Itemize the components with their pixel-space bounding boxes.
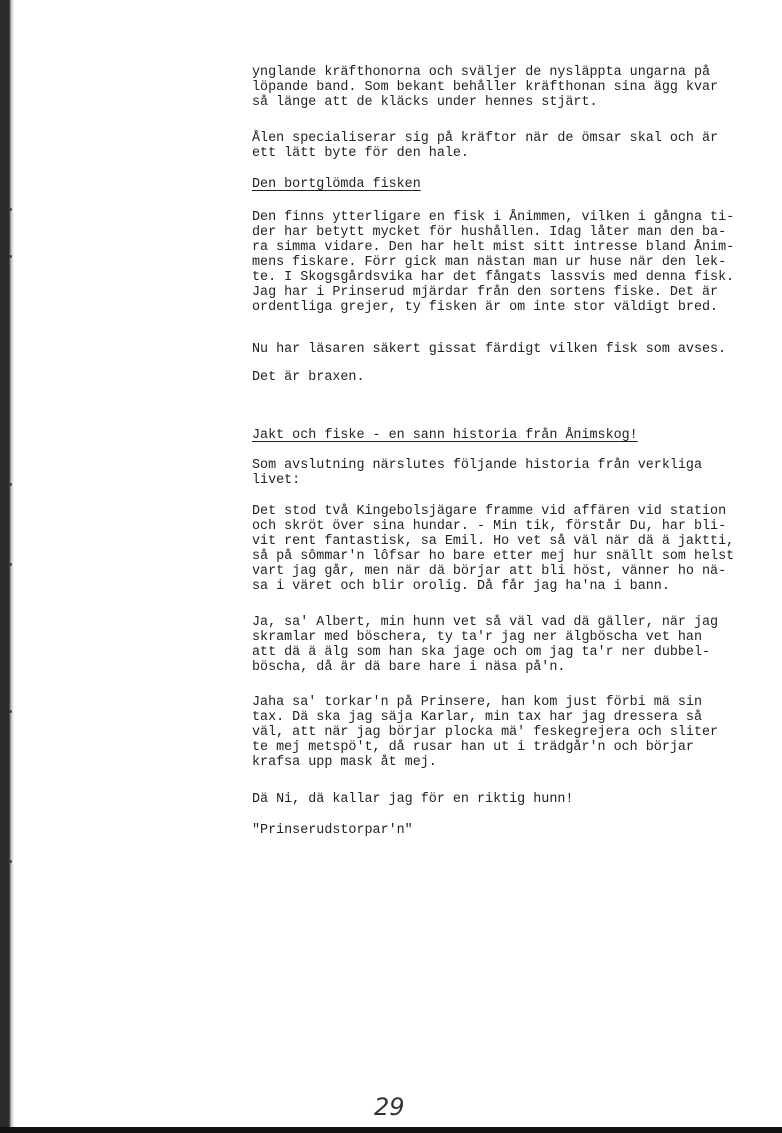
paragraph-riktig-hunn: Dä Ni, dä kallar jag för en riktig hunn!: [252, 792, 574, 807]
margin-dot: [9, 483, 12, 486]
margin-dot: [9, 563, 12, 566]
text-line: ett lätt byte för den hale.: [252, 146, 469, 161]
signature: "Prinserudstorpar'n": [252, 823, 413, 838]
text-line: så på sômmar'n lôfsar ho bare etter mej hur snällt som helst: [252, 549, 735, 564]
text-line: så länge att de kläcks under hennes stjärt.: [252, 95, 598, 110]
paragraph-alen: [252, 131, 772, 161]
scan-bottom-edge: [0, 1127, 782, 1133]
text-line: Jaha sa' torkar'n på Prinsere, han kom just förbi mä sin: [252, 695, 702, 710]
margin-dot: [9, 860, 12, 863]
text-line: Ja, sa' Albert, min hunn vet så väl vad dä gäller, när jag: [252, 615, 719, 630]
text-line: Det stod två Kingebolsjägare framme vid affären vid station: [252, 504, 727, 519]
text-line: ra simma vidare. Den har helt mist sitt intresse bland Ånim-: [252, 240, 735, 255]
text-line: och skröt över sina hundar. - Min tik, förstår Du, har bli-: [252, 519, 727, 534]
margin-dot: [9, 255, 12, 258]
text-line: te mej metspö't, då rusar han ut i trädgår'n och börjar: [252, 740, 694, 755]
text-line: ynglande kräfthonorna och sväljer de nysläppta ungarna på: [252, 65, 711, 80]
text-line: tax. Dä ska jag säja Karlar, min tax har jag dressera så: [252, 710, 702, 725]
scan-left-edge: [0, 0, 14, 1133]
text-line: sa i väret och blir orolig. Då får jag ha'na i bann.: [252, 579, 670, 594]
text-line: Som avslutning närslutes följande historia från verkliga: [252, 458, 702, 473]
text-line: Den finns ytterligare en fisk i Ånimmen, vilken i gångna ti-: [252, 210, 735, 225]
text-line: krafsa upp mask åt mej.: [252, 755, 437, 770]
section-heading-bortglomda: Den bortglömda fisken: [252, 177, 421, 192]
paragraph-torkarn: [252, 695, 772, 770]
paragraph-den-finns: [252, 210, 772, 315]
paragraph-nu-har: Nu har läsaren säkert gissat färdigt vilken fisk som avses.: [252, 342, 727, 357]
paragraph-kraftor: [252, 65, 772, 110]
text-line: vart jag går, men när dä börjar att bli höst, vänner ho nä-: [252, 564, 727, 579]
text-line: livet:: [252, 473, 301, 488]
text-line: böscha, då är dä bare hare i näsa på'n.: [252, 660, 566, 675]
text-line: Ålen specialiserar sig på kräftor när de ömsar skal och är: [252, 131, 719, 146]
section-heading-jakt-och-fiske: Jakt och fiske - en sann historia från Ånimskog!: [252, 428, 638, 443]
page-number: 29: [374, 1093, 405, 1121]
text-line: väl, att när jag börjar plocka mä' feskegrejera och sliter: [252, 725, 719, 740]
paragraph-kingebolsjagare: [252, 504, 772, 594]
text-line: att dä ä älg som han ska jage och om jag ta'r ner dubbel-: [252, 645, 711, 660]
margin-dot: [9, 710, 12, 713]
text-line: Jag har i Prinserud mjärdar från den sortens fiske. Det är: [252, 285, 719, 300]
text-line: mens fiskare. Förr gick man nästan man ur huse när den lek-: [252, 255, 727, 270]
paragraph-avslutning: [252, 458, 772, 488]
paragraph-braxen: Det är braxen.: [252, 370, 365, 385]
text-line: der har betytt mycket för hushållen. Idag låter man den ba-: [252, 225, 727, 240]
text-line: ordentliga grejer, ty fisken är om inte stor väldigt bred.: [252, 300, 719, 315]
paragraph-albert: [252, 615, 772, 675]
text-line: löpande band. Som bekant behåller kräfthonan sina ägg kvar: [252, 80, 719, 95]
margin-dot: [9, 208, 12, 211]
text-line: vit rent fantastisk, sa Emil. Ho vet så väl när dä ä jaktti,: [252, 534, 735, 549]
text-line: skramlar med böschera, ty ta'r jag ner älgböscha vet han: [252, 630, 702, 645]
text-line: te. I Skogsgårdsvika har det fångats lassvis med denna fisk.: [252, 270, 735, 285]
